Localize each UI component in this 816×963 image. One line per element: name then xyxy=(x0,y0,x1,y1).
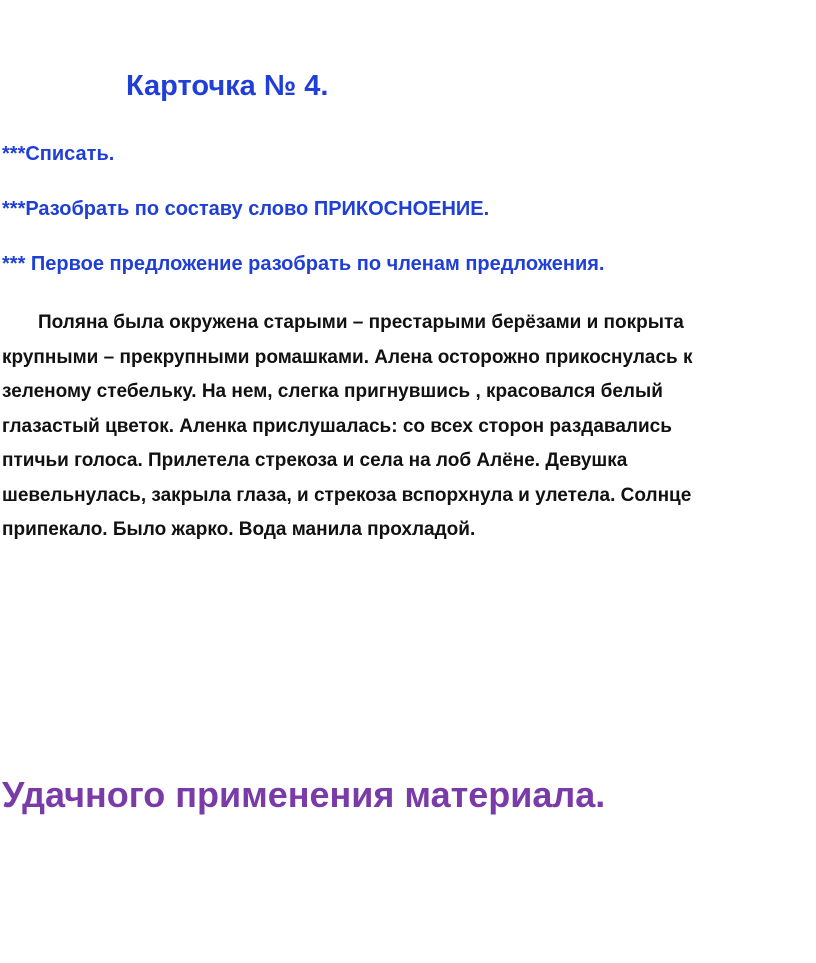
card-title: Карточка № 4. xyxy=(126,70,329,102)
passage-line: глазастый цветок. Аленка прислушалась: со всех сторон раздавались xyxy=(2,415,672,437)
passage-line: зеленому стебельку. На нем, слегка пригнувшись , красовался белый xyxy=(2,381,663,402)
task-copy: ***Списать. xyxy=(2,143,115,165)
passage-text xyxy=(2,306,814,548)
passage-line: Поляна была окружена старыми – престарыми берёзами и покрыта xyxy=(38,312,684,333)
task-word-analysis: ***Разобрать по составу слово ПРИКОСНОЕНИЕ. xyxy=(2,198,490,220)
passage-line: крупными – прекрупными ромашками. Алена осторожно прикоснулась к xyxy=(2,346,693,368)
passage-line: шевельнулась, закрыла глаза, и стрекоза вспорхнула и улетела. Солнце xyxy=(2,484,692,506)
task-sentence-analysis: *** Первое предложение разобрать по членам предложения. xyxy=(2,253,605,275)
passage-line: птичьи голоса. Прилетела стрекоза и села на лоб Алёне. Девушка xyxy=(2,450,628,471)
closing-message: Удачного применения материала. xyxy=(2,774,606,815)
passage-line: припекало. Было жарко. Вода манила прохладой. xyxy=(2,519,476,540)
